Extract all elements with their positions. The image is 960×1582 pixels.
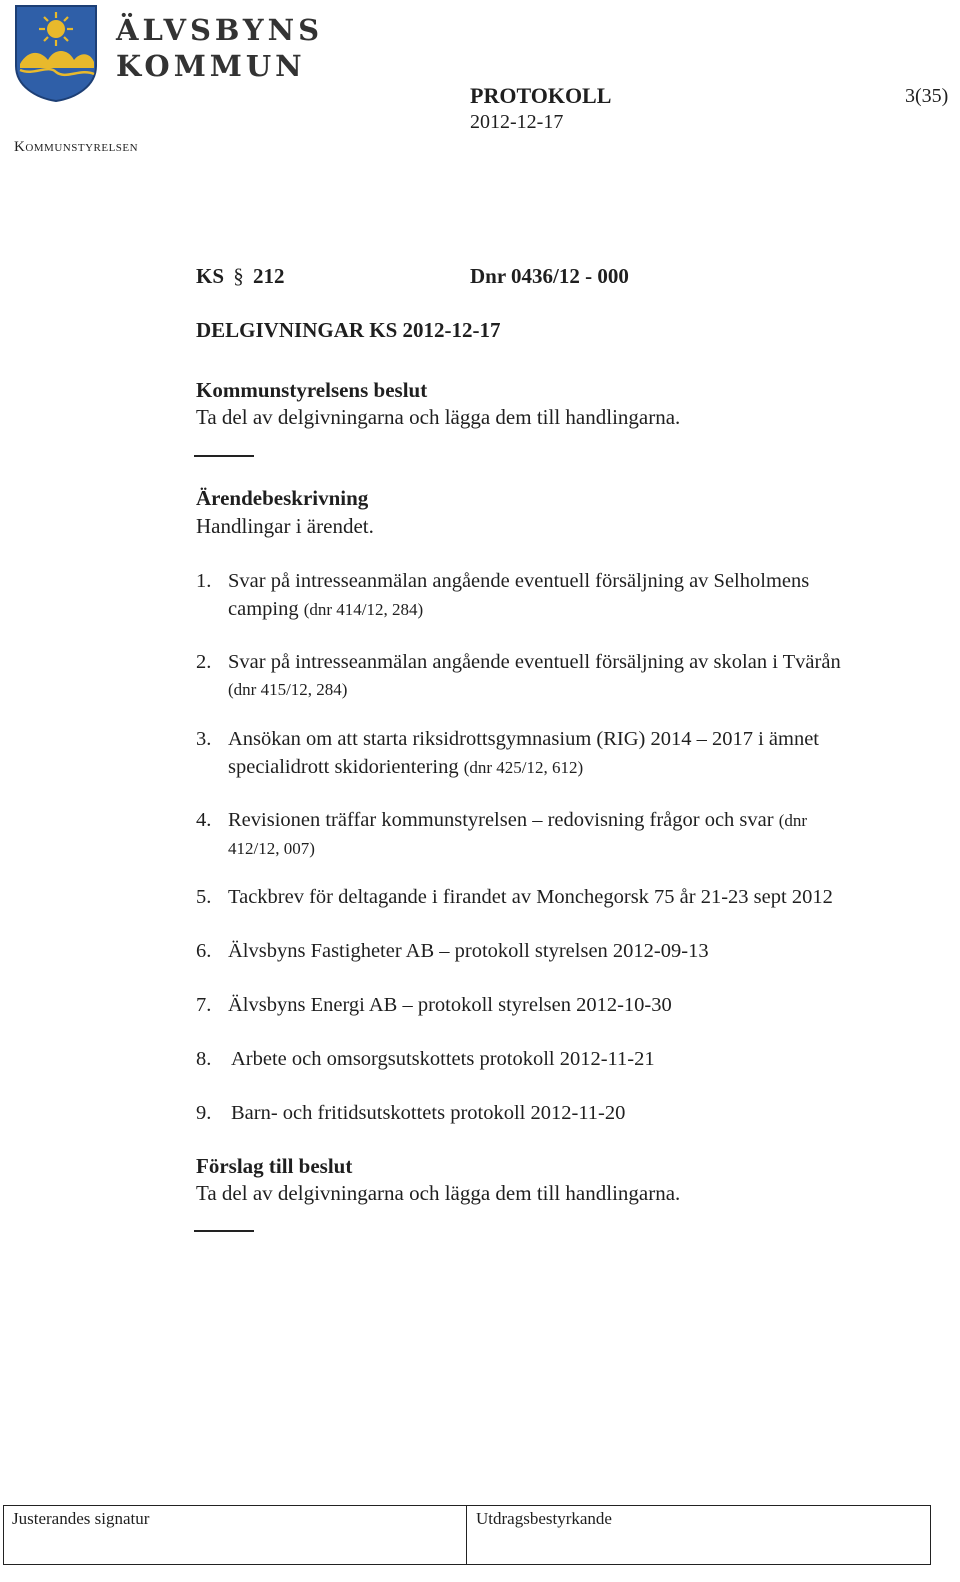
- item-line: Barn- och fritidsutskottets protokoll 2012-11-20: [231, 1102, 626, 1124]
- list-item: [196, 937, 926, 965]
- item-reference: (dnr 414/12, 284): [303, 600, 424, 619]
- department-name: Kommunstyrelsen: [14, 139, 139, 155]
- coat-of-arms-logo: [14, 4, 98, 102]
- item-reference: (dnr 415/12, 284): [228, 680, 348, 699]
- item-line: Arbete och omsorgsutskottets protokoll 2012-11-21: [231, 1048, 655, 1070]
- extract-label: Utdragsbestyrkande: [476, 1509, 612, 1528]
- item-number: 2.: [196, 651, 212, 673]
- divider: [194, 455, 254, 457]
- item-line: specialidrott skidorientering: [228, 756, 459, 778]
- proposal-text: Ta del av delgivningarna och lägga dem till handlingarna.: [196, 1181, 681, 1205]
- ks-number: 212: [253, 264, 285, 288]
- item-number: 9.: [196, 1102, 212, 1124]
- item-reference: (dnr: [778, 811, 808, 830]
- diary-number: Dnr 0436/12 - 000: [470, 264, 629, 288]
- item-line: Tackbrev för deltagande i firandet av Monchegorsk 75 år 21-23 sept 2012: [228, 886, 833, 908]
- list-item: [196, 1045, 926, 1073]
- list-item: [196, 991, 926, 1019]
- item-number: 4.: [196, 809, 212, 831]
- item-number: 8.: [196, 1048, 212, 1070]
- page-number: 3(35): [905, 85, 949, 107]
- list-item: [196, 567, 926, 624]
- list-item: [196, 648, 926, 704]
- item-line: Revisionen träffar kommunstyrelsen – redovisning frågor och svar: [228, 809, 774, 831]
- item-line: Svar på intresseanmälan angående eventuell försäljning av Selholmens: [228, 570, 810, 592]
- item-line: Svar på intresseanmälan angående eventuell försäljning av skolan i Tvärån: [228, 651, 841, 673]
- item-line: Älvsbyns Fastigheter AB – protokoll styrelsen 2012-09-13: [228, 940, 709, 962]
- item-reference: 412/12, 007): [228, 839, 315, 858]
- section-symbol: §: [233, 264, 244, 288]
- case-number: [196, 264, 285, 289]
- decision-text: Ta del av delgivningarna och lägga dem till handlingarna.: [196, 405, 681, 429]
- item-line: Ansökan om att starta riksidrottsgymnasium (RIG) 2014 – 2017 i ämnet: [228, 728, 820, 750]
- item-number: 5.: [196, 886, 212, 908]
- list-item: [196, 883, 926, 911]
- decision-heading: Kommunstyrelsens beslut: [196, 378, 428, 402]
- divider: [194, 1230, 254, 1232]
- list-item: [196, 1099, 926, 1127]
- list-item: [196, 725, 926, 782]
- item-number: 3.: [196, 728, 212, 750]
- item-line: camping: [228, 598, 299, 620]
- document-date: 2012-12-17: [470, 111, 564, 133]
- item-number: 6.: [196, 940, 212, 962]
- item-number: 1.: [196, 570, 212, 592]
- organization-name-line1: ÄLVSBYNS: [116, 13, 324, 47]
- organization-name-line2: KOMMUN: [116, 49, 306, 83]
- case-title: DELGIVNINGAR KS 2012-12-17: [196, 318, 501, 342]
- document-type: PROTOKOLL: [470, 83, 612, 108]
- list-item: [196, 806, 926, 863]
- description-text: Handlingar i ärendet.: [196, 514, 374, 538]
- footer-divider: [466, 1505, 467, 1565]
- description-heading: Ärendebeskrivning: [196, 486, 369, 510]
- signature-label: Justerandes signatur: [12, 1509, 150, 1528]
- organization-name: [116, 12, 323, 84]
- item-number: 7.: [196, 994, 212, 1016]
- ks-prefix: KS: [196, 264, 225, 288]
- item-reference: (dnr 425/12, 612): [463, 758, 584, 777]
- item-line: Älvsbyns Energi AB – protokoll styrelsen 2012-10-30: [228, 994, 672, 1016]
- proposal-heading: Förslag till beslut: [196, 1154, 353, 1178]
